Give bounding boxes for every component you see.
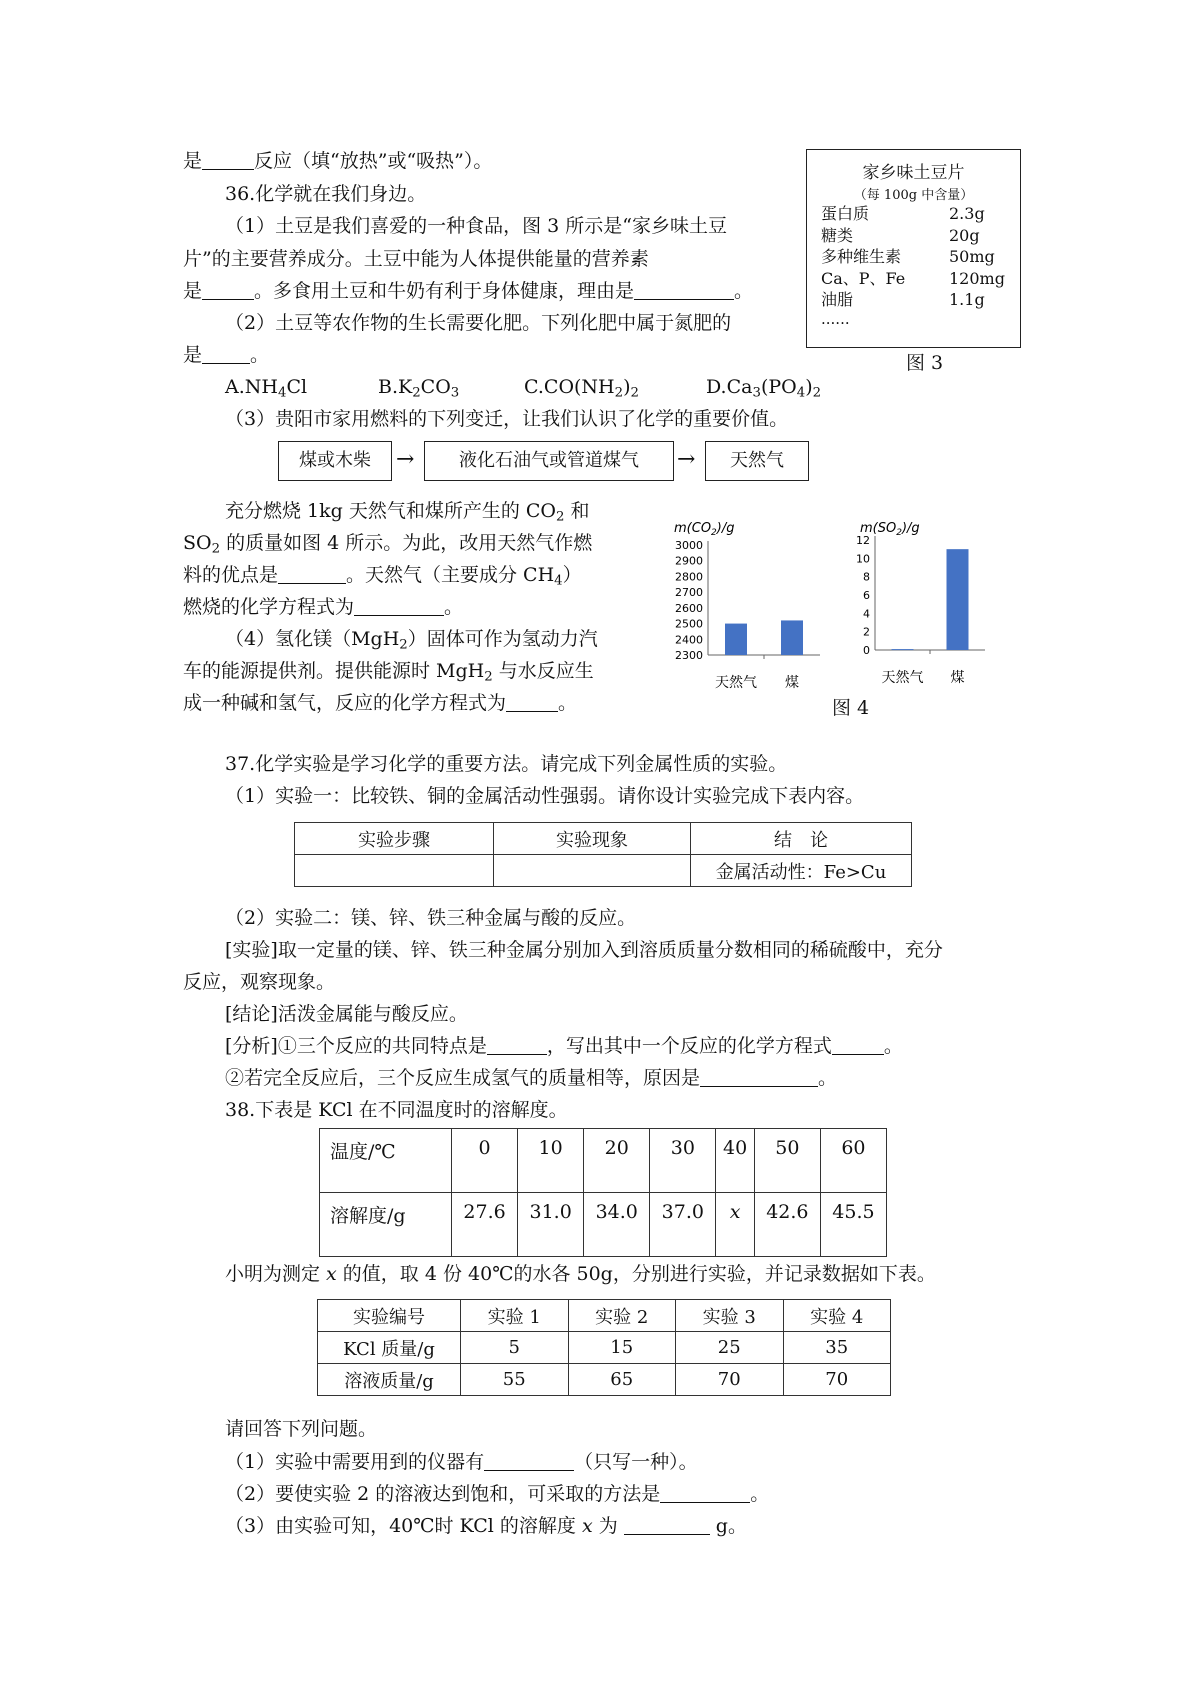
analysis-line1: [分析]①三个反应的共同特点是 ，写出其中一个反应的化学方程式 。	[225, 1035, 903, 1057]
x-category-label: 天然气	[881, 670, 924, 686]
y-tick-label: 2800	[675, 570, 703, 584]
q37-p1: （1）实验一：比较铁、铜的金属活动性强弱。请你设计实验完成下表内容。	[225, 785, 865, 807]
q36-p3b-line4: 燃烧的化学方程式为 。	[183, 596, 464, 618]
q36-title: 36.化学就在我们身边。	[225, 183, 427, 205]
th-steps: 实验步骤	[295, 823, 494, 855]
solubility-table: 温度/℃ 0 10 20 30 40 50 60 溶解度/g 27.6 31.0 34.0 37.0 x 42.6 45.5	[319, 1128, 887, 1257]
q36-p4-line3: 成一种碱和氢气，反应的化学方程式为 。	[183, 692, 578, 714]
bar	[781, 620, 803, 655]
exp-line2: 反应，观察现象。	[183, 971, 336, 993]
q37-title: 37.化学实验是学习化学的重要方法。请完成下列金属性质的实验。	[225, 753, 788, 775]
nutrition-more: ......	[821, 309, 850, 328]
flow-arrow-2: →	[677, 447, 696, 472]
y-tick-label: 2700	[675, 586, 703, 600]
x-category-label: 煤	[950, 670, 965, 686]
co2-chart	[660, 510, 840, 690]
y-tick-label: 2	[863, 625, 870, 639]
nutrition-row: Ca、P、Fe 120mg	[821, 268, 1005, 288]
y-tick-label: 2400	[675, 633, 703, 647]
q36-p4-line1: （4）氢化镁（MgH$_2$）固体可作为氢动力汽	[225, 628, 598, 653]
y-tick-label: 2900	[675, 554, 703, 568]
nutrition-row: 蛋白质 2.3g	[821, 204, 985, 223]
exp-line1: [实验]取一定量的镁、锌、铁三种金属分别加入到溶质质量分数相同的稀硫酸中，充分	[225, 939, 943, 961]
flow-box-coal: 煤或木柴	[278, 441, 392, 481]
nutrition-subtitle: （每 100g 中含量）	[853, 188, 974, 203]
y-tick-label: 6	[863, 589, 870, 602]
q36-p4-line2: 车的能源提供剂。提供能源时 MgH$_2$ 与水反应生	[183, 660, 594, 685]
nutrition-row: 多种维生素 50mg	[821, 247, 995, 267]
q36-p2-line2: 是 。	[183, 344, 270, 366]
th-conclusion: 结 论	[691, 823, 912, 855]
q37-p2: （2）实验二：镁、锌、铁三种金属与酸的反应。	[225, 907, 637, 929]
option-d: $D.Ca_3(PO_4)_2$	[706, 376, 822, 401]
y-tick-label: 3000	[675, 539, 703, 552]
nutrition-row: 糖类 20g	[821, 225, 980, 245]
so2-chart	[840, 510, 1020, 690]
q36-p3: （3）贵阳市家用燃料的下列变迁，让我们认识了化学的重要价值。	[225, 408, 789, 430]
y-tick-label: 2500	[675, 617, 703, 631]
flow-box-natural-gas: 天然气	[705, 441, 809, 481]
fig4-caption: 图 4	[832, 697, 870, 719]
q36-p1-line1: （1）土豆是我们喜爱的一种食品，图 3 所示是“家乡味土豆	[225, 215, 727, 237]
q38-a3: （3）由实验可知，40℃时 KCl 的溶解度 x 为 g。	[225, 1515, 747, 1537]
nutrition-table	[821, 203, 1005, 311]
q38-a1: （1）实验中需要用到的仪器有 （只写一种）。	[225, 1451, 698, 1473]
flow-box-lpg: 液化石油气或管道煤气	[424, 441, 674, 481]
x-category-label: 煤	[785, 675, 799, 690]
q36-p2-line1: （2）土豆等农作物的生长需要化肥。下列化肥中属于氮肥的	[225, 312, 732, 334]
fig3-caption: 图 3	[906, 352, 944, 374]
q35-tail-line: 是 反应（填“放热”或“吸热”）。	[183, 150, 493, 172]
conclusion-line: [结论]活泼金属能与酸反应。	[225, 1003, 468, 1025]
co2-ylabel: $m(CO_2)/g$	[674, 521, 735, 538]
y-tick-label: 2600	[675, 601, 703, 615]
q38-intro: 小明为测定 x 的值，取 4 份 40℃的水各 50g，分别进行实验，并记录数据如下表。	[225, 1263, 936, 1285]
flow-arrow-1: →	[396, 447, 415, 472]
option-c: $C.CO(NH_2)_2$	[524, 376, 639, 401]
y-tick-label: 2300	[675, 649, 703, 662]
q36-p1-line3: 是 。多食用土豆和牛奶有利于身体健康，理由是 。	[183, 280, 754, 302]
nutrition-label-box	[806, 149, 1021, 348]
y-tick-label: 12	[856, 534, 870, 547]
bar	[892, 649, 914, 650]
nutrition-row: 油脂 1.1g	[821, 290, 985, 310]
th-phenomenon: 实验现象	[494, 823, 691, 855]
option-a: $A.NH_4Cl$	[225, 376, 308, 401]
y-tick-label: 8	[863, 570, 870, 584]
q36-p3b-line1: 充分燃烧 1kg 天然气和煤所产生的 $CO_2$ 和	[225, 500, 590, 525]
q38-title: 38.下表是 KCl 在不同温度时的溶解度。	[225, 1099, 568, 1121]
q36-p3b-line3: 料的优点是 。天然气（主要成分 $CH_4$）	[183, 564, 582, 589]
cell-phenomenon-empty	[494, 855, 691, 887]
cell-conclusion: 金属活动性：Fe>Cu	[691, 855, 912, 887]
option-b: $B.K_2CO_3$	[378, 376, 460, 401]
q38-ask: 请回答下列问题。	[225, 1418, 378, 1440]
q36-p1-line2: 片”的主要营养成分。土豆中能为人体提供能量的营养素	[183, 248, 649, 270]
cell-steps-empty	[295, 855, 494, 887]
q36-p3b-line2: $SO_2$ 的质量如图 4 所示。为此，改用天然气作燃	[183, 532, 593, 557]
so2-ylabel: $m(SO_2)/g$	[860, 521, 920, 538]
x-category-label: 天然气	[715, 675, 757, 690]
y-tick-label: 10	[856, 552, 870, 566]
bar	[725, 624, 747, 655]
experiment-data-table: 实验编号 实验 1 实验 2 实验 3 实验 4 KCl 质量/g 5 15 25 35 溶液质量/g 55 65 70 70	[317, 1299, 891, 1396]
nutrition-title: 家乡味土豆片	[862, 163, 965, 183]
analysis-line2: ②若完全反应后，三个反应生成氢气的质量相等，原因是 。	[225, 1067, 838, 1089]
exp1-table	[294, 822, 912, 887]
y-tick-label: 0	[863, 644, 870, 657]
q38-a2: （2）要使实验 2 的溶液达到饱和，可采取的方法是 。	[225, 1483, 770, 1505]
bar	[947, 549, 969, 650]
y-tick-label: 4	[863, 607, 870, 621]
